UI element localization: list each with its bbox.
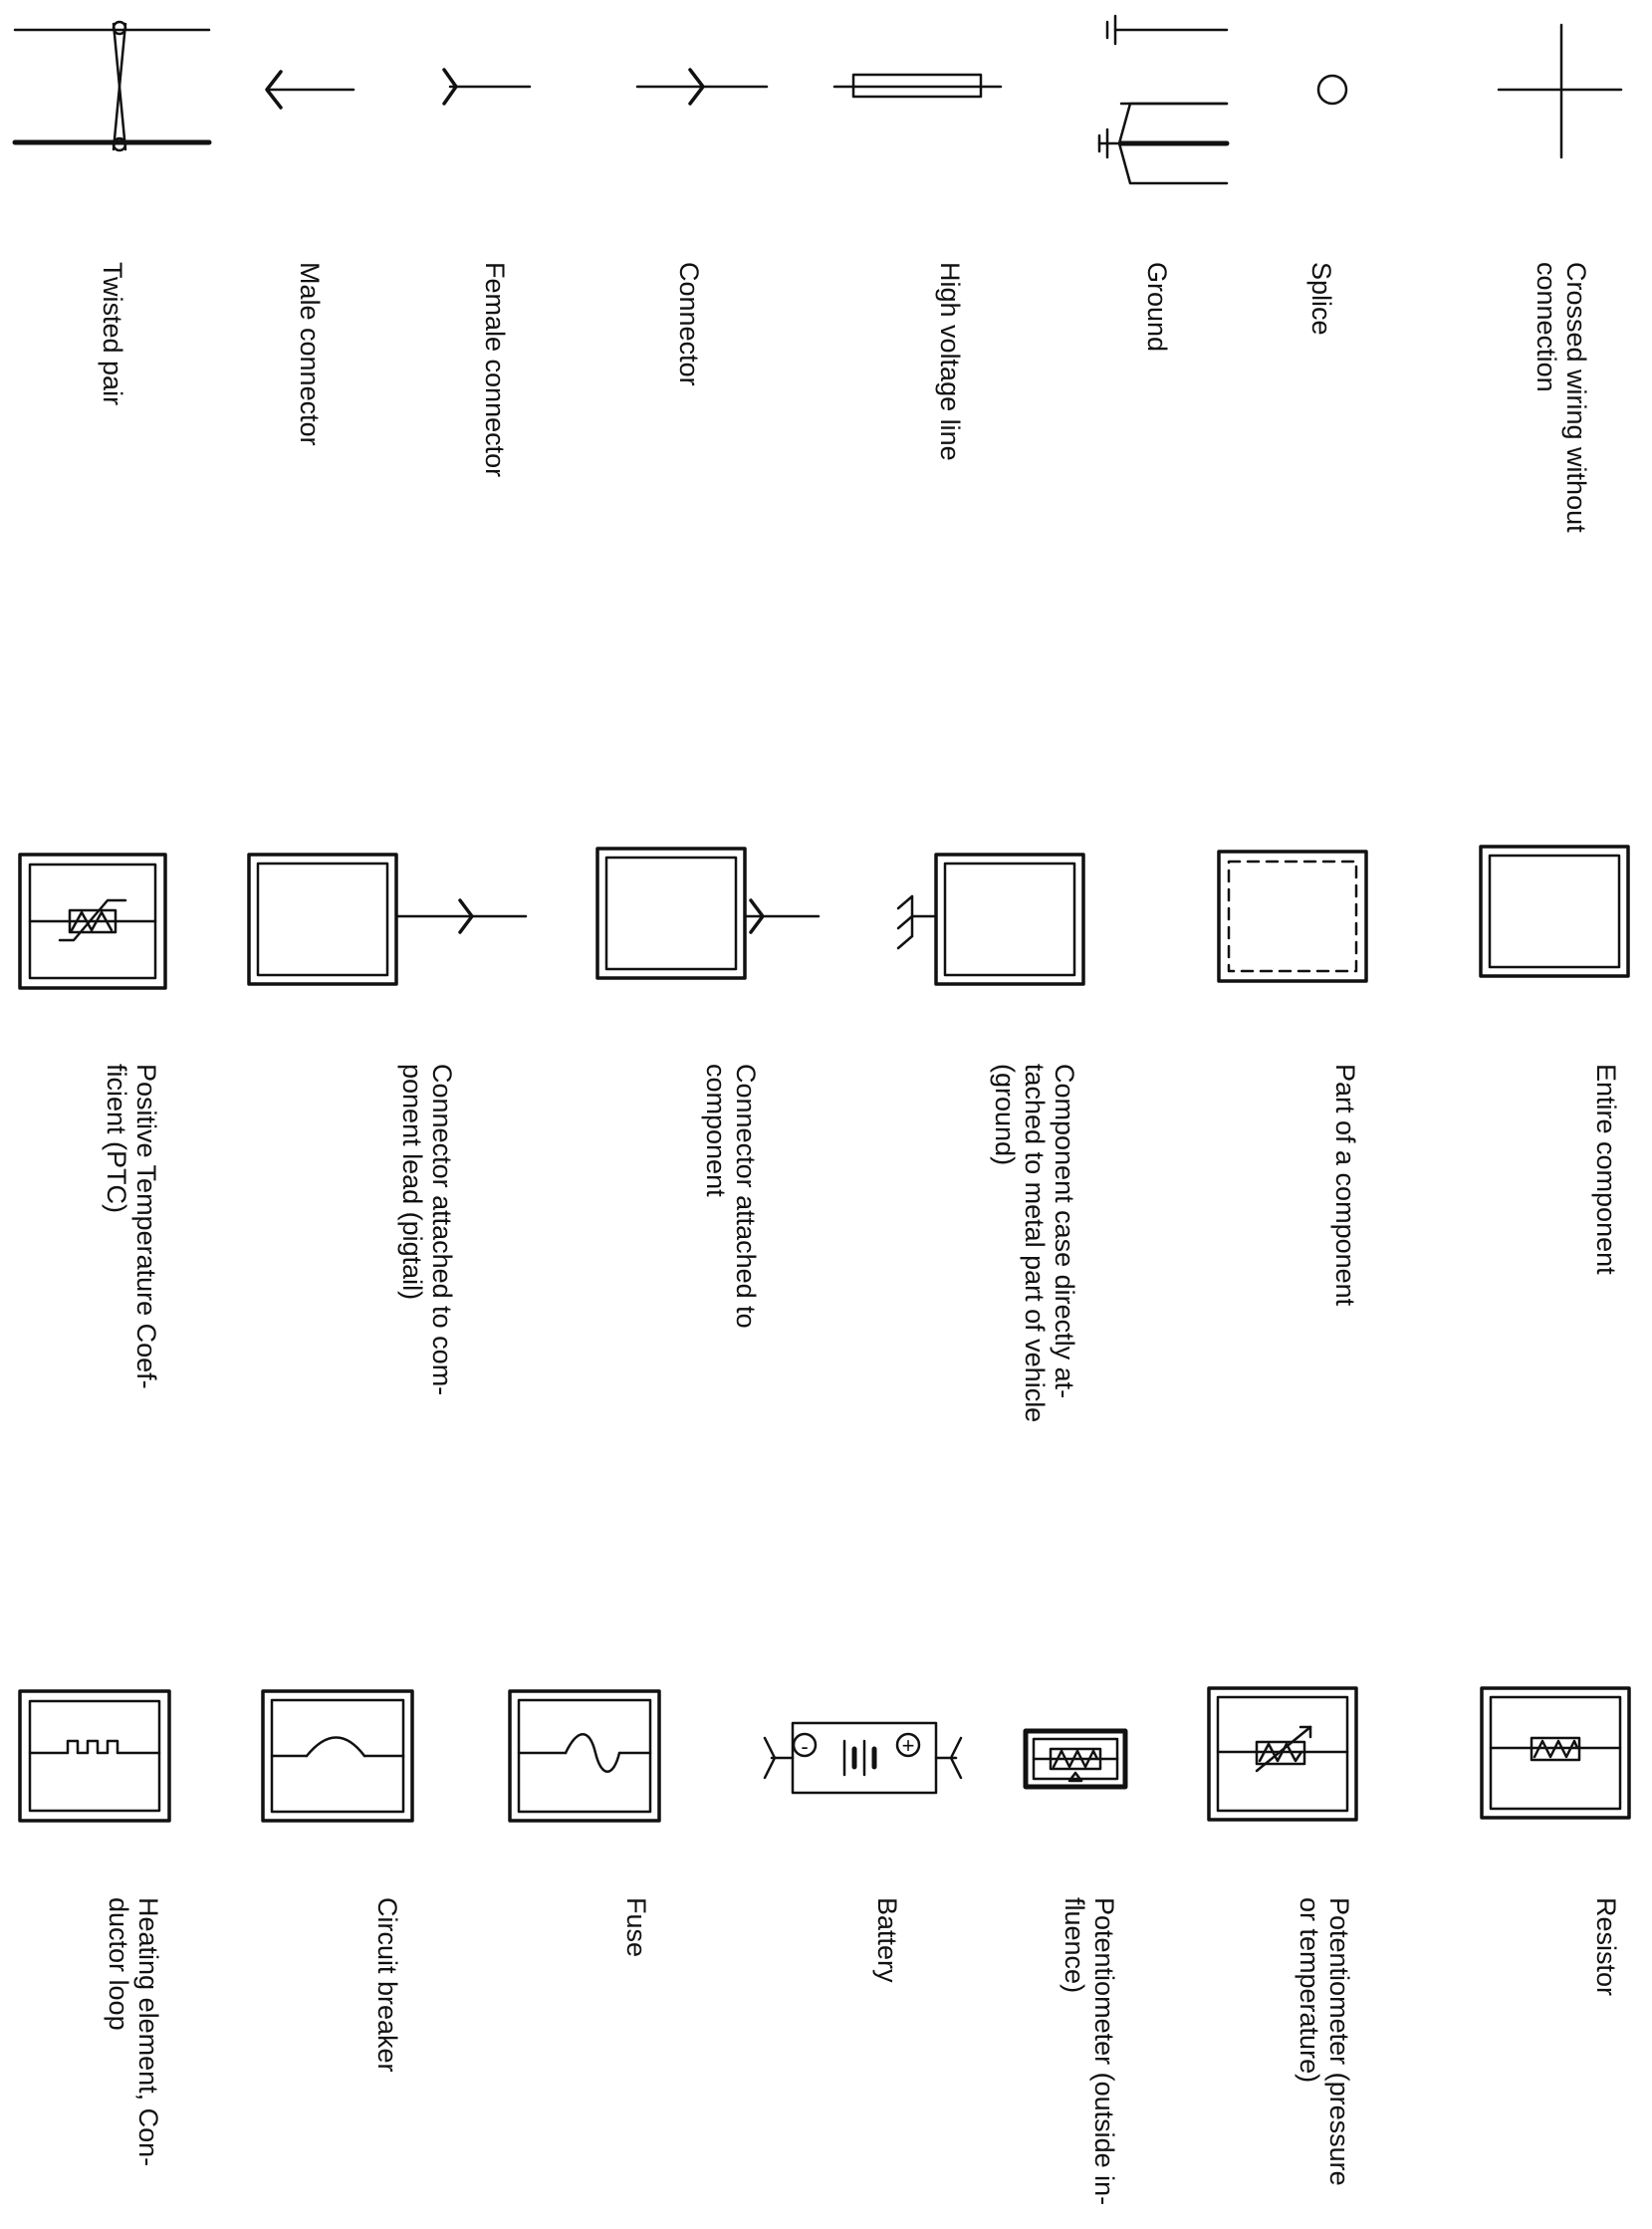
label-battery: Battery — [872, 1897, 902, 1983]
entire-component-symbol — [1481, 847, 1628, 976]
label-heating-element-line2: ductor loop — [104, 1897, 133, 2031]
resistor-symbol — [1482, 1688, 1629, 1818]
high-voltage-line-symbol — [834, 75, 1001, 97]
label-potentiometer-pressure-line1: Potentiometer (pressure — [1324, 1897, 1354, 2186]
case-ground-symbol — [898, 855, 1083, 984]
potentiometer-outside-symbol — [1026, 1731, 1125, 1787]
ground-symbol — [1099, 16, 1227, 183]
label-connector: Connector — [674, 262, 704, 386]
label-connector-component-line1: Connector attached to — [731, 1064, 761, 1329]
crossed-wiring-symbol — [1499, 25, 1621, 157]
battery-symbol — [765, 1723, 961, 1793]
connector-symbol — [637, 70, 767, 104]
heating-element-symbol — [20, 1691, 169, 1821]
label-case-ground-line1: Component case directly at- — [1050, 1064, 1079, 1399]
label-entire-component: Entire component — [1591, 1064, 1621, 1275]
label-potentiometer-outside-line1: Potentiometer (outside in- — [1089, 1897, 1119, 2206]
battery-minus-sign: - — [801, 1734, 809, 1759]
label-potentiometer-outside-line2: fluence) — [1060, 1897, 1089, 1994]
label-connector-component-line2: component — [701, 1064, 731, 1197]
battery-plus-sign: + — [901, 1733, 915, 1758]
label-connector-pigtail-line1: Connector attached to com- — [427, 1064, 457, 1396]
male-connector-symbol — [267, 72, 354, 108]
connector-pigtail-symbol — [249, 855, 526, 984]
ptc-symbol — [20, 855, 165, 988]
label-potentiometer-pressure-line2: or temperature) — [1295, 1897, 1324, 2084]
label-connector-pigtail-line2: ponent lead (pigtail) — [397, 1064, 427, 1301]
label-circuit-breaker: Circuit breaker — [372, 1897, 402, 2073]
label-ptc-line2: ficient (PTC) — [102, 1064, 131, 1214]
part-component-symbol — [1219, 852, 1366, 981]
label-part-component: Part of a component — [1330, 1064, 1360, 1307]
label-twisted-pair: Twisted pair — [98, 262, 127, 406]
label-ground: Ground — [1142, 262, 1172, 353]
splice-symbol — [1318, 76, 1346, 104]
label-crossed-wiring-line1: Crossed wiring without — [1561, 262, 1591, 533]
label-male-connector: Male connector — [295, 262, 325, 446]
female-connector-symbol — [444, 70, 530, 104]
label-ptc-line1: Positive Temperature Coef- — [131, 1064, 161, 1389]
twisted-pair-symbol — [15, 22, 209, 150]
label-case-ground-line2: tached to metal part of vehicle — [1020, 1064, 1050, 1423]
connector-component-symbol — [597, 849, 819, 978]
label-heating-element-line1: Heating element, Con- — [133, 1897, 163, 2167]
label-crossed-wiring-line2: connection — [1532, 262, 1561, 392]
circuit-breaker-symbol — [263, 1691, 412, 1821]
label-female-connector: Female connector — [480, 262, 510, 478]
fuse-symbol — [510, 1691, 659, 1821]
label-resistor: Resistor — [1591, 1897, 1621, 1997]
potentiometer-pressure-symbol — [1209, 1688, 1356, 1820]
label-case-ground-line3: (ground) — [990, 1064, 1020, 1166]
label-high-voltage-line: High voltage line — [935, 262, 965, 461]
label-fuse: Fuse — [621, 1897, 651, 1958]
label-splice: Splice — [1306, 262, 1336, 336]
